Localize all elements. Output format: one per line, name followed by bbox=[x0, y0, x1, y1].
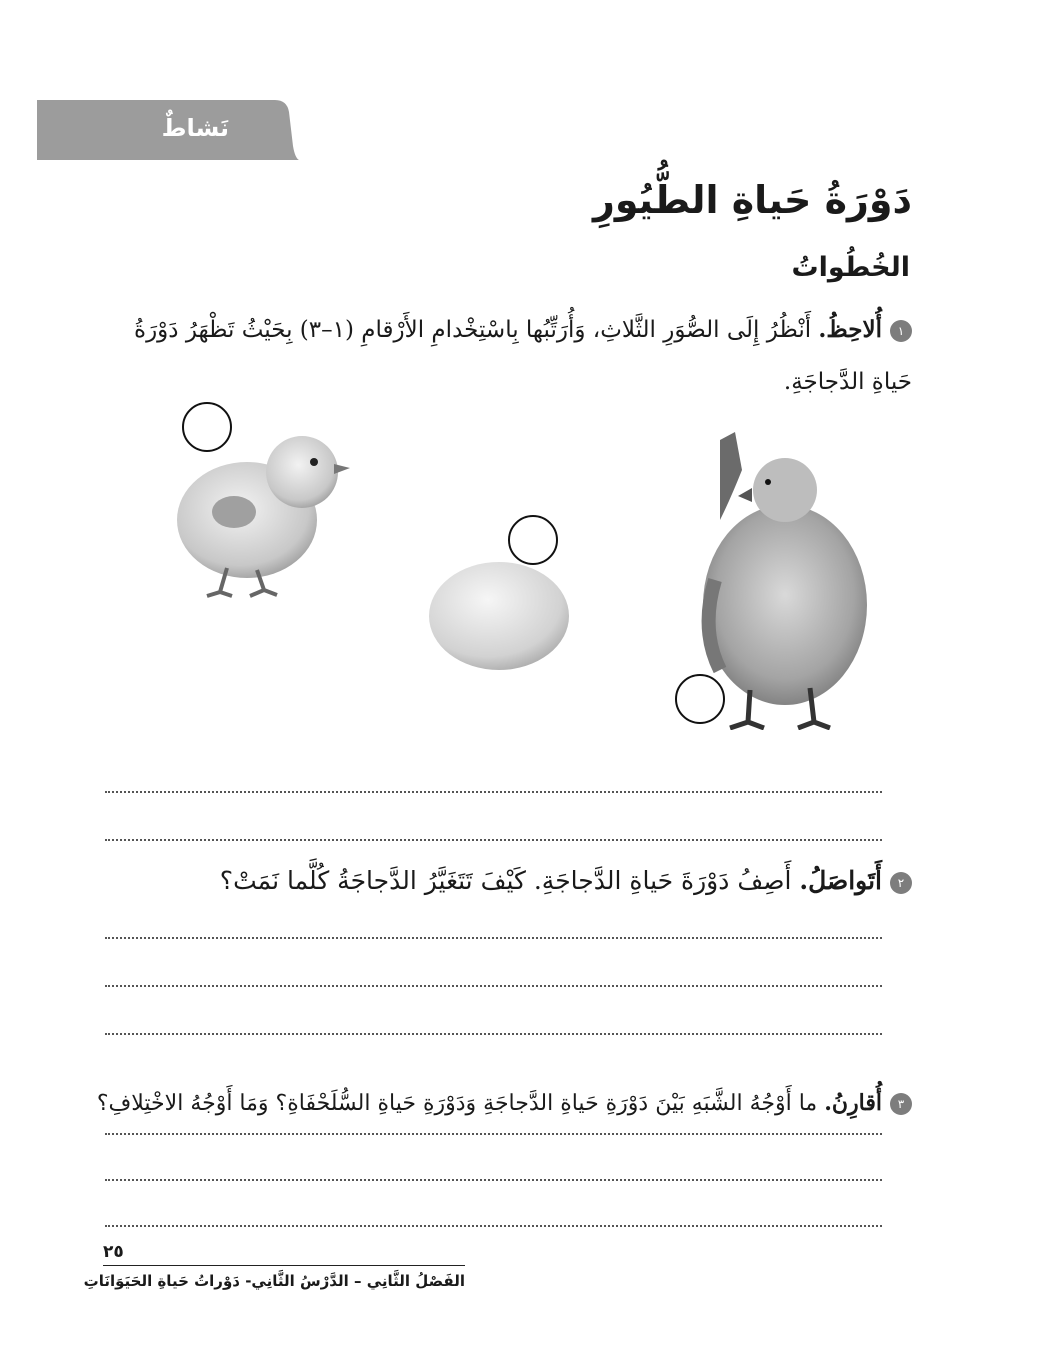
question-number-badge: ٣ bbox=[890, 1093, 912, 1115]
answer-line[interactable] bbox=[105, 1179, 882, 1181]
question-1 bbox=[102, 304, 912, 408]
egg-order-circle[interactable] bbox=[508, 515, 558, 565]
page-title: دَوْرَةُ حَياةِ الطُّيُورِ bbox=[592, 178, 912, 222]
answer-line[interactable] bbox=[105, 791, 882, 793]
question-text: أَصِفُ دَوْرَةَ حَياةِ الدَّجاجَةِ. كَيْفَ تَتَغَيَّرُ الدَّجاجَةُ كُلَّما نَمَتْ؟ bbox=[219, 866, 792, 895]
question-text: أَنْظُرُ إِلَى الصُّوَرِ الثَّلاثِ، وَأُرَتِّبُها بِاسْتِخْدامِ الأَرْقامِ (١–٣) بِحَيْثُ تَظْهَرُ دَوْرَةُ حَياةِ الدَّجاجَةِ. bbox=[134, 317, 912, 395]
steps-heading: الخُطُواتُ bbox=[791, 252, 910, 283]
page-number: ٢٥ bbox=[103, 1242, 124, 1262]
question-3 bbox=[97, 1090, 912, 1116]
question-keyword: أُلاحِظُ. bbox=[818, 316, 882, 343]
answer-line[interactable] bbox=[105, 839, 882, 841]
answer-line[interactable] bbox=[105, 1225, 882, 1227]
answer-line[interactable] bbox=[105, 985, 882, 987]
answer-line[interactable] bbox=[105, 937, 882, 939]
answer-line[interactable] bbox=[105, 1033, 882, 1035]
question-2 bbox=[220, 866, 912, 895]
question-keyword: أُقارِنُ. bbox=[824, 1090, 882, 1116]
activity-tab-label: نَشاطٌ bbox=[161, 114, 229, 142]
hen-order-circle[interactable] bbox=[675, 674, 725, 724]
question-number-badge: ١ bbox=[890, 320, 912, 342]
answer-line[interactable] bbox=[105, 1133, 882, 1135]
chick-order-circle[interactable] bbox=[182, 402, 232, 452]
question-number-badge: ٢ bbox=[890, 872, 912, 894]
footer-divider bbox=[103, 1265, 465, 1266]
chick-image bbox=[172, 430, 357, 605]
footer-chapter-text: الفَصْلُ الثَّانِي – الدَّرْسُ الثَّانِي- دَوْراتُ حَياةِ الحَيَوَانَاتِ bbox=[83, 1272, 465, 1290]
question-text: ما أَوْجُهُ الشَّبَهِ بَيْنَ دَوْرَةِ حَياةِ الدَّجاجَةِ وَدَوْرَةِ حَياةِ السُّلَحْفَاةِ؟ وَمَا أَوْجُهُ الاخْتِلافِ؟ bbox=[96, 1091, 818, 1116]
egg-image bbox=[428, 560, 570, 672]
activity-tab bbox=[37, 100, 299, 160]
question-keyword: أَتَواصَلُ. bbox=[799, 866, 882, 895]
